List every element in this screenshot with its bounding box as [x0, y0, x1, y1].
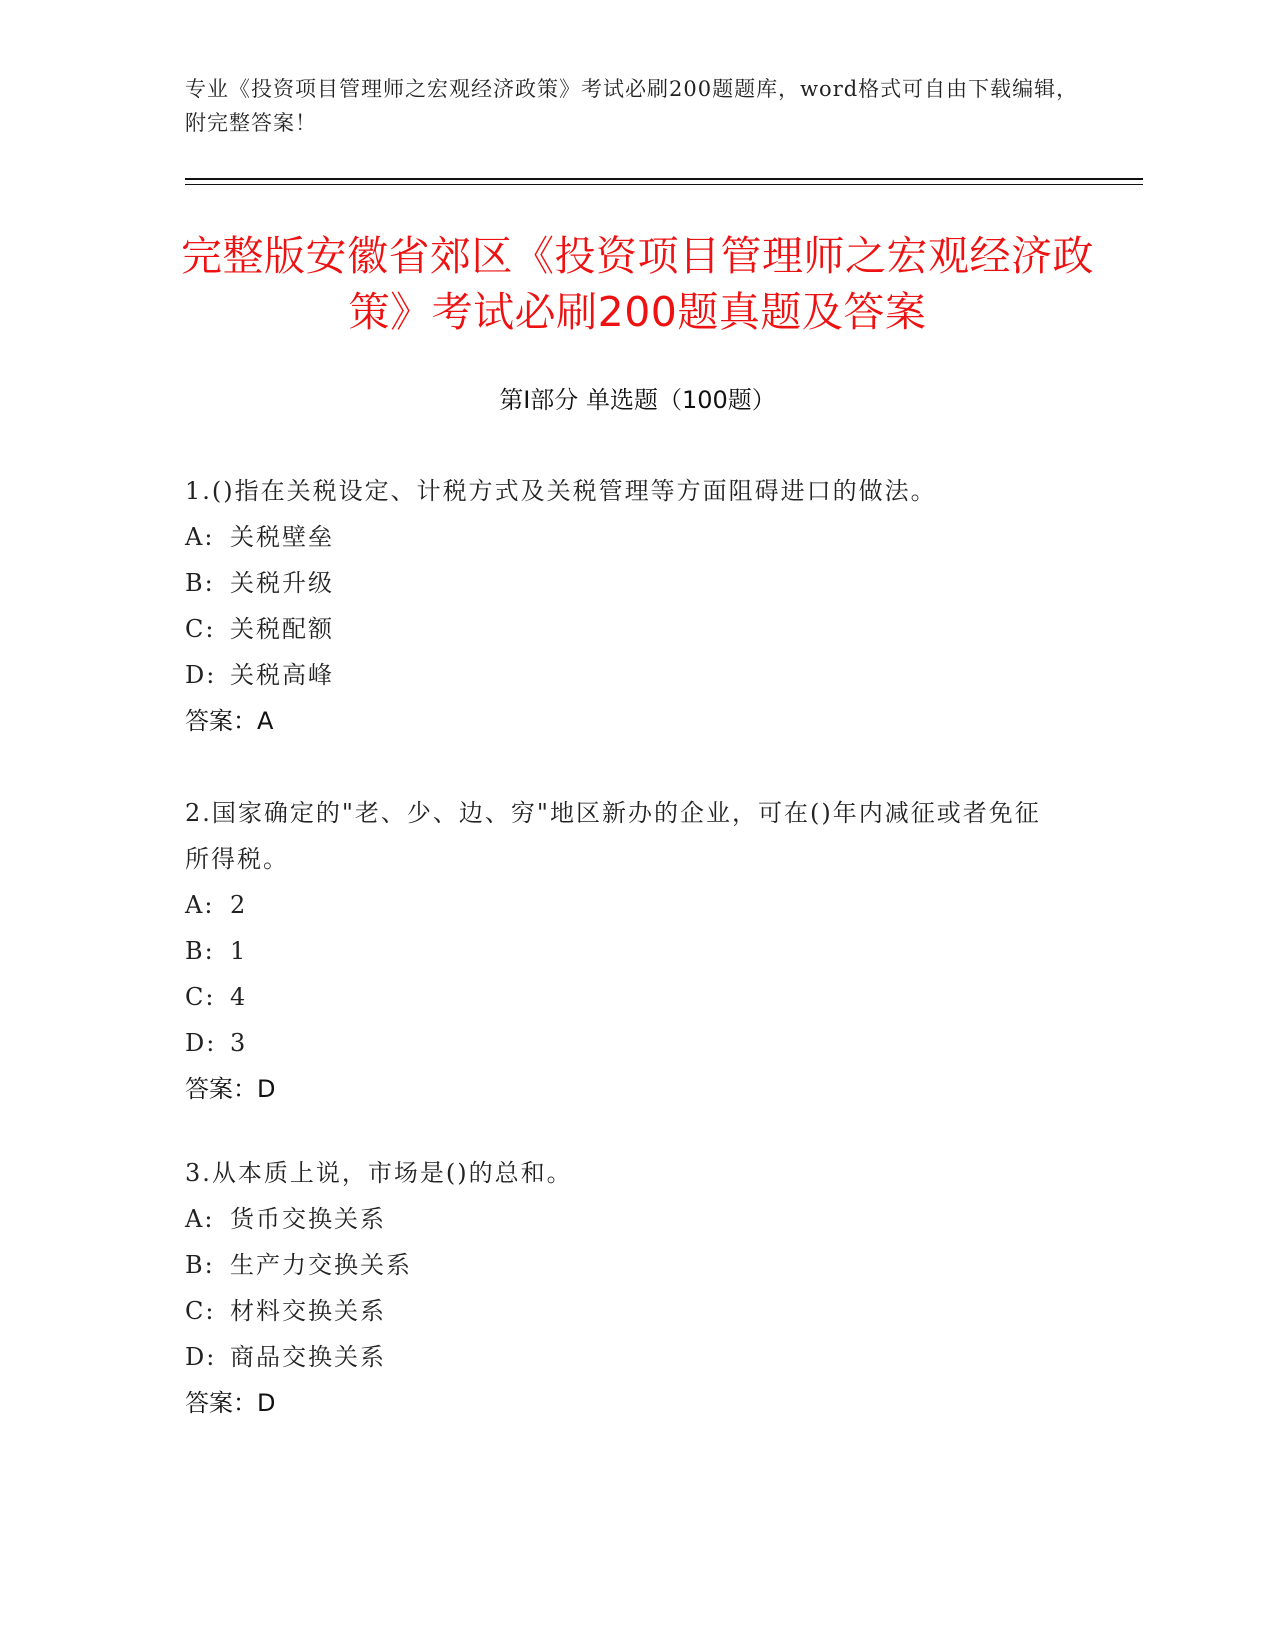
section-heading: 第I部分 单选题（100题）: [499, 386, 776, 414]
option-text: 关税配额: [230, 615, 334, 643]
option-text: 关税升级: [230, 569, 334, 597]
option-a: [185, 514, 1065, 560]
option-b: [185, 1242, 1065, 1288]
option-letter: C:: [185, 1297, 216, 1325]
option-d: [185, 1334, 1065, 1380]
option-letter: C:: [185, 615, 216, 643]
option-letter: C:: [185, 983, 216, 1011]
option-text: 货币交换关系: [230, 1205, 386, 1233]
option-d: [185, 652, 1065, 698]
option-a: [185, 1196, 1065, 1242]
option-letter: D:: [185, 1343, 217, 1371]
option-c: [185, 1288, 1065, 1334]
option-letter: A:: [185, 1205, 215, 1233]
option-letter: A:: [185, 891, 215, 919]
option-letter: B:: [185, 937, 215, 965]
question-stem: 2.国家确定的"老、少、边、穷"地区新办的企业，可在()年内减征或者免征所得税。: [185, 799, 1041, 873]
option-letter: D:: [185, 1029, 217, 1057]
document-title: 完整版安徽省郊区《投资项目管理师之宏观经济政策》考试必刷200题真题及答案: [181, 232, 1094, 336]
option-text: 关税壁垒: [230, 523, 334, 551]
option-text: 1: [230, 937, 248, 965]
answer-line: 答案：D: [185, 1389, 276, 1417]
header-divider-thin: [185, 184, 1143, 185]
question-3: [185, 1150, 1065, 1426]
answer-line: 答案：A: [185, 707, 274, 735]
option-b: [185, 560, 1065, 606]
option-a: [185, 882, 1065, 928]
option-text: 4: [230, 983, 248, 1011]
option-text: 商品交换关系: [230, 1343, 386, 1371]
header-note: 专业《投资项目管理师之宏观经济政策》考试必刷200题题库，word格式可自由下载编辑，附完整答案！: [185, 77, 1079, 135]
option-text: 材料交换关系: [230, 1297, 386, 1325]
question-stem: 3.从本质上说，市场是()的总和。: [185, 1159, 573, 1187]
option-text: 关税高峰: [230, 661, 334, 689]
option-c: [185, 606, 1065, 652]
option-letter: A:: [185, 523, 215, 551]
option-letter: B:: [185, 1251, 215, 1279]
option-letter: B:: [185, 569, 215, 597]
option-d: [185, 1020, 1065, 1066]
question-1: [185, 468, 1065, 744]
answer-line: 答案：D: [185, 1075, 276, 1103]
question-2: [185, 790, 1065, 1112]
option-c: [185, 974, 1065, 1020]
option-text: 生产力交换关系: [230, 1251, 412, 1279]
option-b: [185, 928, 1065, 974]
option-text: 2: [230, 891, 248, 919]
option-text: 3: [230, 1029, 248, 1057]
question-stem: 1.()指在关税设定、计税方式及关税管理等方面阻碍进口的做法。: [185, 477, 937, 505]
option-letter: D:: [185, 661, 217, 689]
header-divider-thick: [185, 178, 1143, 180]
